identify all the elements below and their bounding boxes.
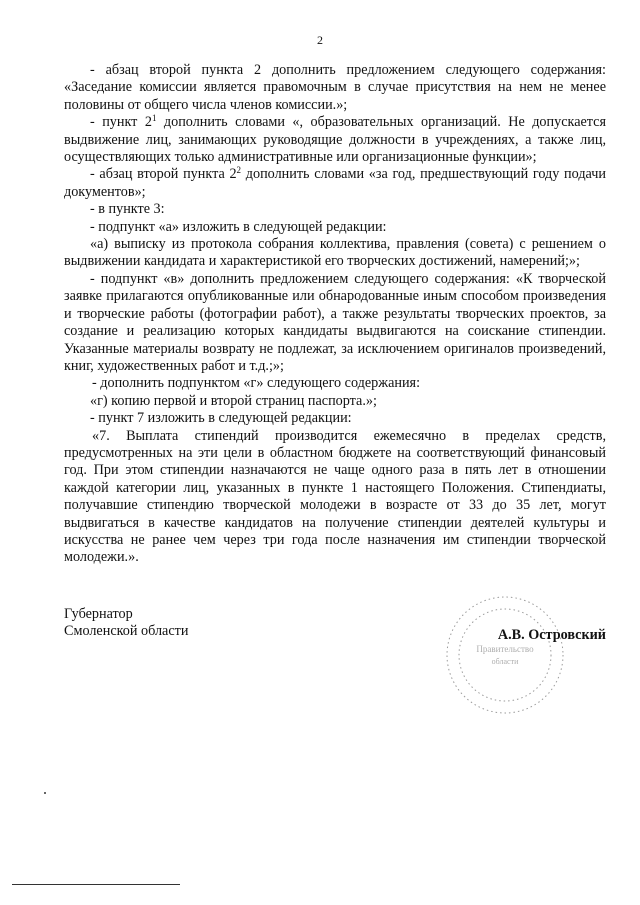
signatory-role [64,606,188,641]
page-number: 2 [317,33,323,47]
paragraph-11: «7. Выплата стипендий производится ежемесячно в пределах средств, предусмотренных на эти цели в областном бюджете на соответствующий финансовый год. При этом стипендии назначаются не чаще одного раза в пять лет в отношении каждой категории лиц, указанных в пункте 1 настоящего Положения. Стипендиаты, получавшие стипендию творческой молодежи в возрасте от 33 до 35 лет, могут выдвигаться в качестве кандидатов на получение стипендии деятелей культуры и искусства не ранее чем через три года после назначения им стипендии творческой молодежи.». [64,427,606,566]
scan-speck [44,792,46,794]
superscript-1: 1 [151,113,157,124]
paragraph-2 [64,114,606,166]
paragraph-8: - дополнить подпунктом «г» следующего содержания: [92,375,421,392]
superscript-2: 2 [236,165,242,176]
paragraph-7: - подпункт «в» дополнить предложением следующего содержания: «К творческой заявке прилагаются опубликованные или обнародованные иным способом произведения и творческие работы (фотографии работ), а также результаты творческих проектов, за создание и реализацию которых кандидаты выдвигаются на соискание стипендии. Указанные материалы возврату не подлежат, за исключением оригиналов произведений, книг, художественных работ и т.д.;»; [64,270,606,374]
paragraph-3-rest: дополнить словами «за год, предшествующий году подачи документов»; [64,166,607,200]
paragraph-3-lead: - абзац второй пункта 2 [90,166,237,183]
document-body [64,62,606,567]
signatory-role-line-1: Губернатор [64,606,133,622]
official-stamp-icon [442,592,568,718]
paragraph-2-lead: - пункт 2 [90,114,152,131]
paragraph-9: «г) копию первой и второй страниц паспорта.»; [90,392,377,409]
signatory-role-line-2: Смоленской области [64,623,189,640]
paragraph-4: - в пункте 3: [90,201,165,218]
svg-text:области: области [491,657,519,666]
paragraph-1: - абзац второй пункта 2 дополнить предложением следующего содержания: «Заседание комиссии является правомочным в случае присутствия на нем не менее половины от общего числа членов комиссии.»; [64,62,606,113]
paragraph-3 [64,166,606,201]
paragraph-6: «а) выписку из протокола собрания коллектива, правления (совета) с решением о выдвижении кандидата и характеристикой его творческих достижений, намерений;»; [64,236,606,270]
paragraph-5: - подпункт «а» изложить в следующей редакции: [90,218,387,235]
paragraph-2-rest: дополнить словами «, образовательных организаций. Не допускается выдвижение лиц, занимающих руководящие должности в учреждениях, а также лиц, осуществляющих только административные или организационные функции»; [64,114,606,166]
paragraph-10: - пункт 7 изложить в следующей редакции: [90,410,352,427]
signature-block [64,606,606,716]
svg-text:Правительство: Правительство [476,644,534,654]
footer-rule [12,884,180,885]
signatory-name: А.В. Островский [497,627,606,643]
